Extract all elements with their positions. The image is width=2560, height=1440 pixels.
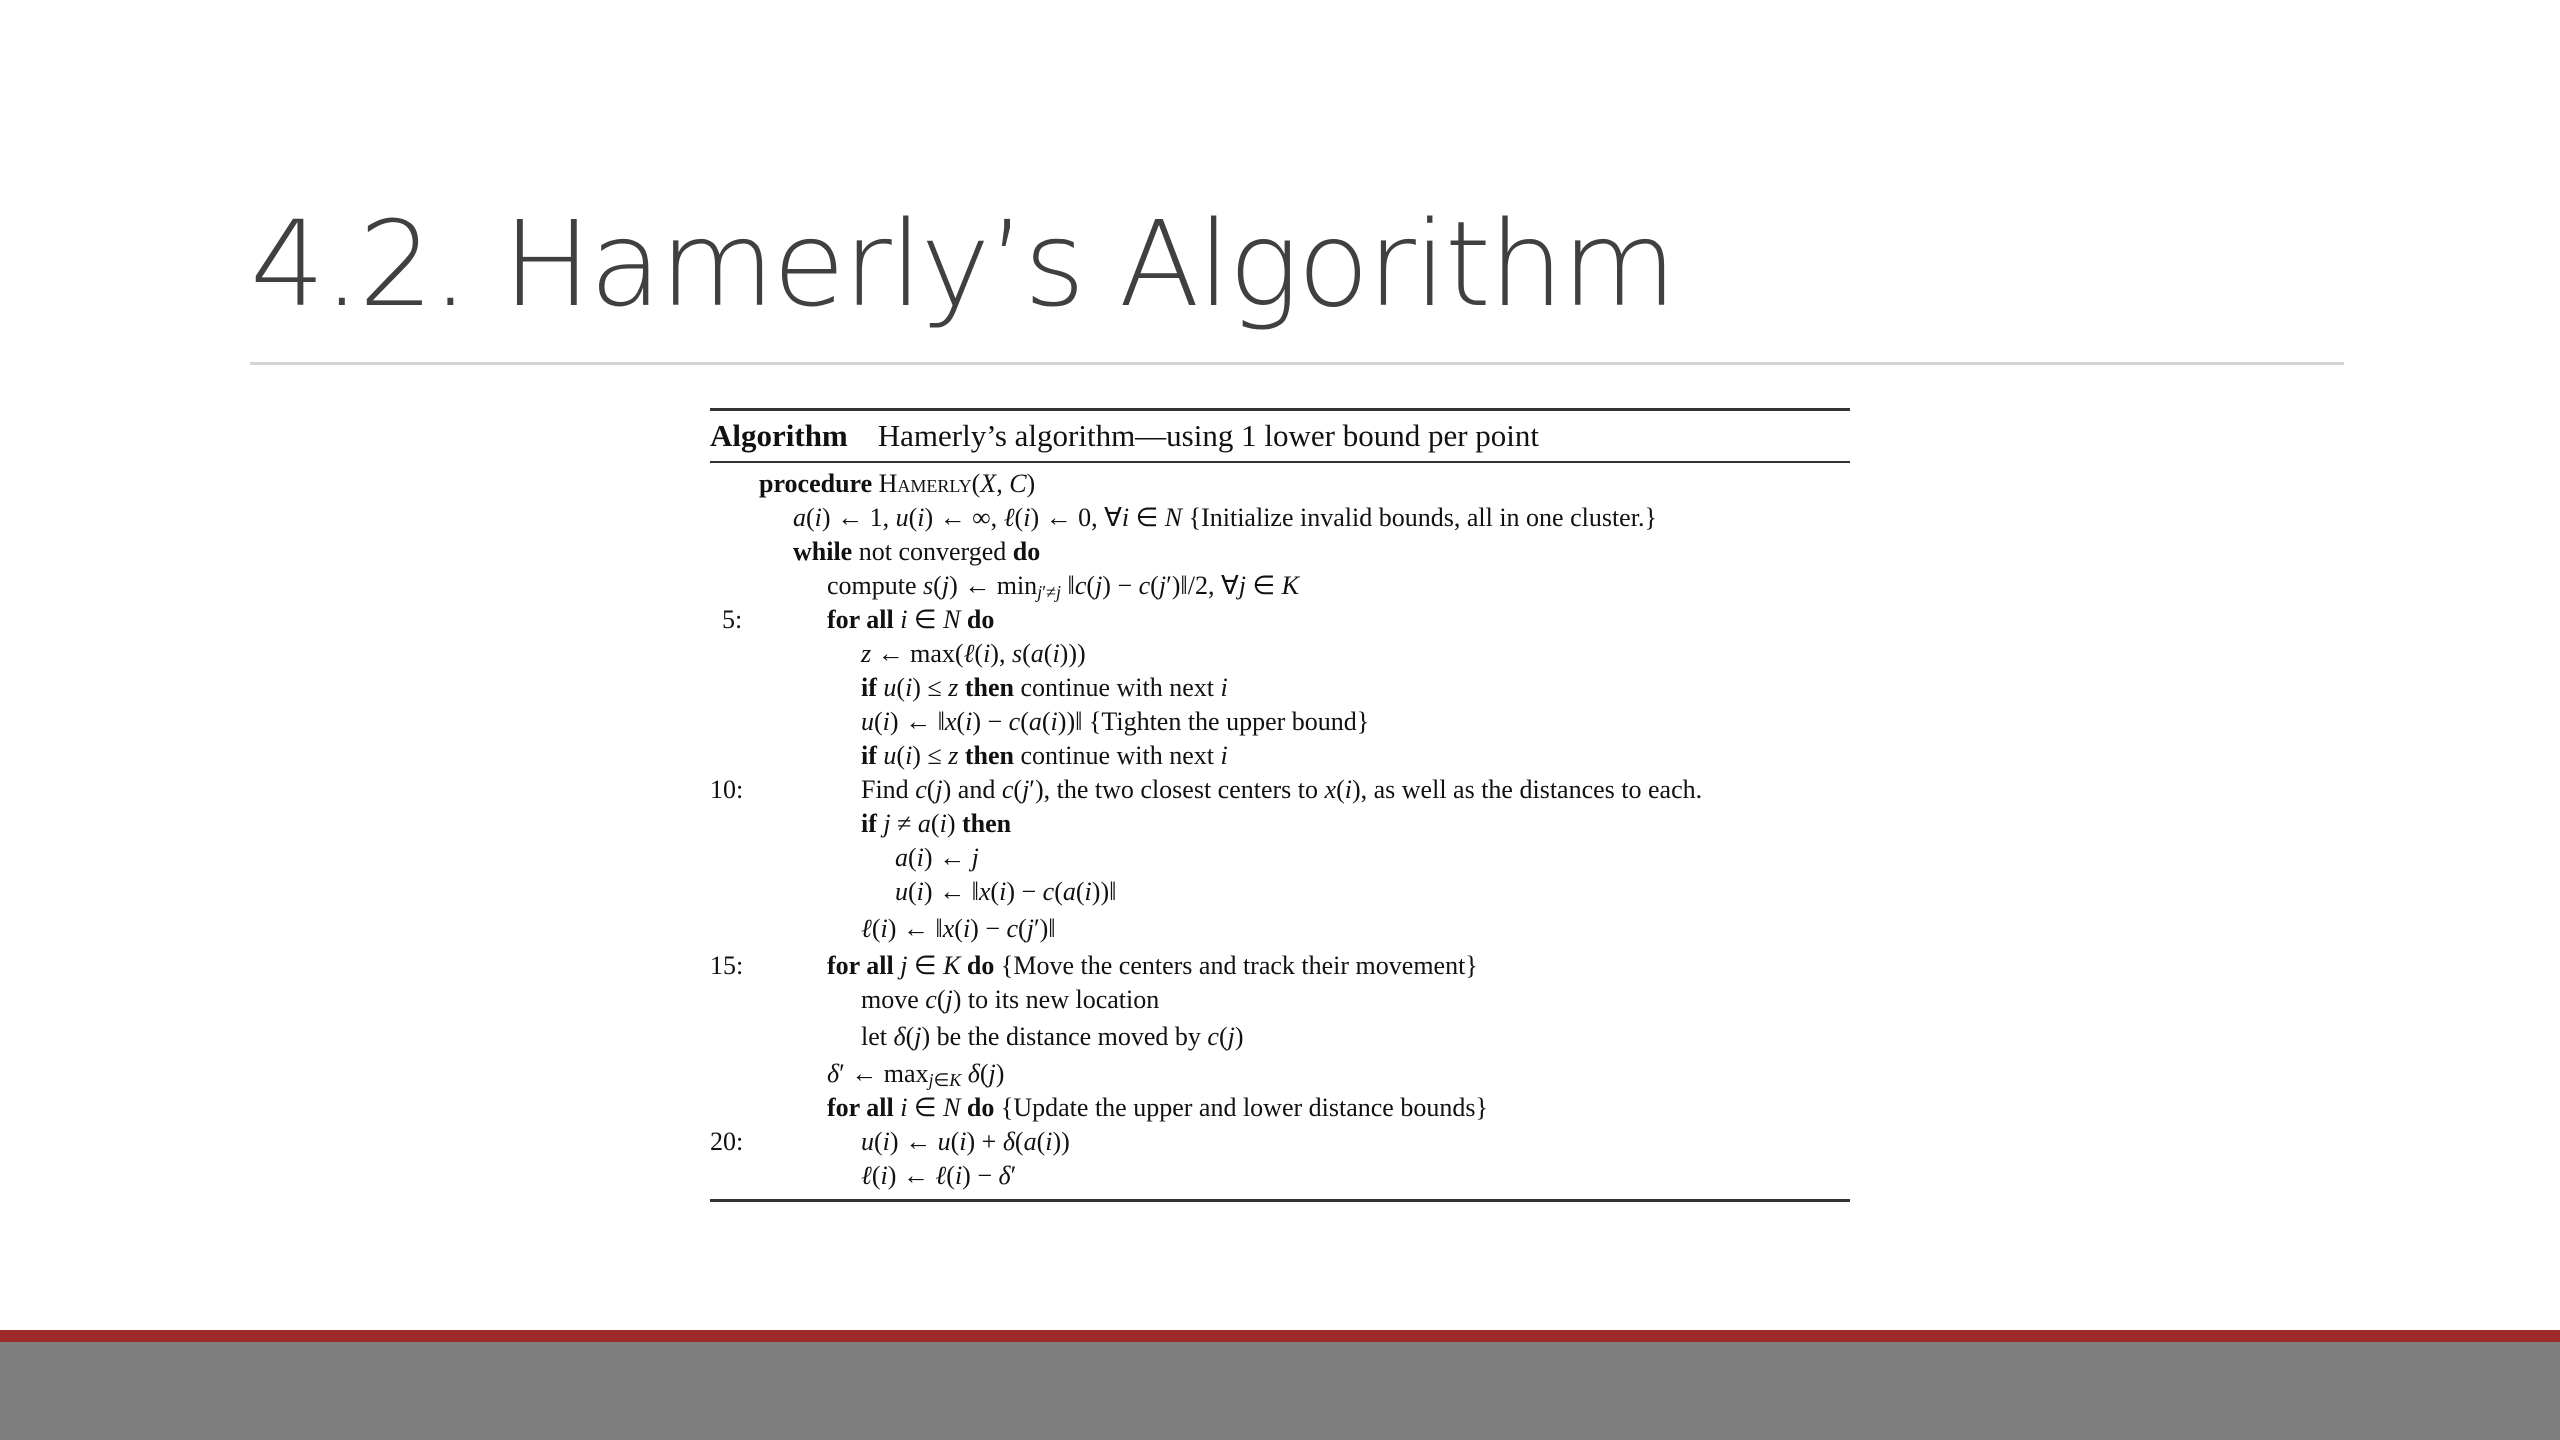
algorithm-line: z ← max(ℓ(i), s(a(i))) (861, 639, 1086, 668)
algorithm-line: u(i) ← ‖x(i) − c(a(i))‖ (895, 877, 1117, 906)
algorithm-line: if u(i) ≤ z then continue with next i (861, 673, 1228, 702)
algorithm-line: if u(i) ≤ z then continue with next i (861, 741, 1228, 770)
footer-accent-bar (0, 1330, 2560, 1342)
algorithm-line: procedure Hamerly(X, C) (759, 469, 1036, 498)
algorithm-line: 15: for all j ∈ K do {Move the centers and track their movement} (710, 949, 1850, 983)
algorithm-lines (710, 463, 1850, 1199)
algorithm-line: move c(j) to its new location (861, 985, 1160, 1014)
algorithm-line: while not converged do (793, 537, 1041, 566)
line-number: 5: (722, 605, 743, 634)
algorithm-bottom-rule (710, 1199, 1850, 1202)
algorithm-line: for all i ∈ N do {Update the upper and lower distance bounds} (827, 1093, 1488, 1122)
algorithm-line: 10: Find c(j) and c(j′), the two closest centers to x(i), as well as the distances to each. (710, 773, 1850, 807)
line-number: 20: (710, 1127, 744, 1156)
line-number: 10: (710, 775, 744, 804)
algorithm-line: let δ(j) be the distance moved by c(j) (861, 1022, 1244, 1051)
algorithm-line: if j ≠ a(i) then (861, 809, 1012, 838)
algorithm-line: u(i) ← ‖x(i) − c(a(i))‖ {Tighten the upper bound} (861, 707, 1370, 736)
algorithm-line: a(i) ← j (895, 843, 979, 872)
slide-title: 4.2. Hamerly’s Algorithm (250, 195, 1675, 333)
algorithm-line: ℓ(i) ← ‖x(i) − c(j′)‖ (861, 914, 1056, 943)
algorithm-line: 5: for all i ∈ N do (710, 603, 1850, 637)
algorithm-line: 20: u(i) ← u(i) + δ(a(i)) (710, 1125, 1850, 1159)
algorithm-box (710, 408, 1850, 1202)
line-number: 15: (710, 951, 744, 980)
algorithm-line: ℓ(i) ← ℓ(i) − δ′ (861, 1161, 1017, 1190)
algorithm-line: δ′ ← $\max_{j\in K} \delta(j)$ (827, 1059, 1005, 1090)
title-divider (250, 362, 2344, 365)
algorithm-line: a(i) ← 1, u(i) ← ∞, ℓ(i) ← 0, ∀i ∈ N {Initialize invalid bounds, all in one cluster.} (793, 503, 1657, 532)
algorithm-caption (710, 411, 1850, 461)
footer-bar (0, 1342, 2560, 1440)
algorithm-caption-keyword: Algorithm (710, 418, 848, 453)
algorithm-line: compute s(j) ← $\min_{j'\ne j}$ ‖c(j) − c(j′)‖/2, ∀j ∈ K (827, 571, 1299, 602)
algorithm-caption-text: Hamerly’s algorithm—using 1 lower bound per point (877, 418, 1539, 453)
